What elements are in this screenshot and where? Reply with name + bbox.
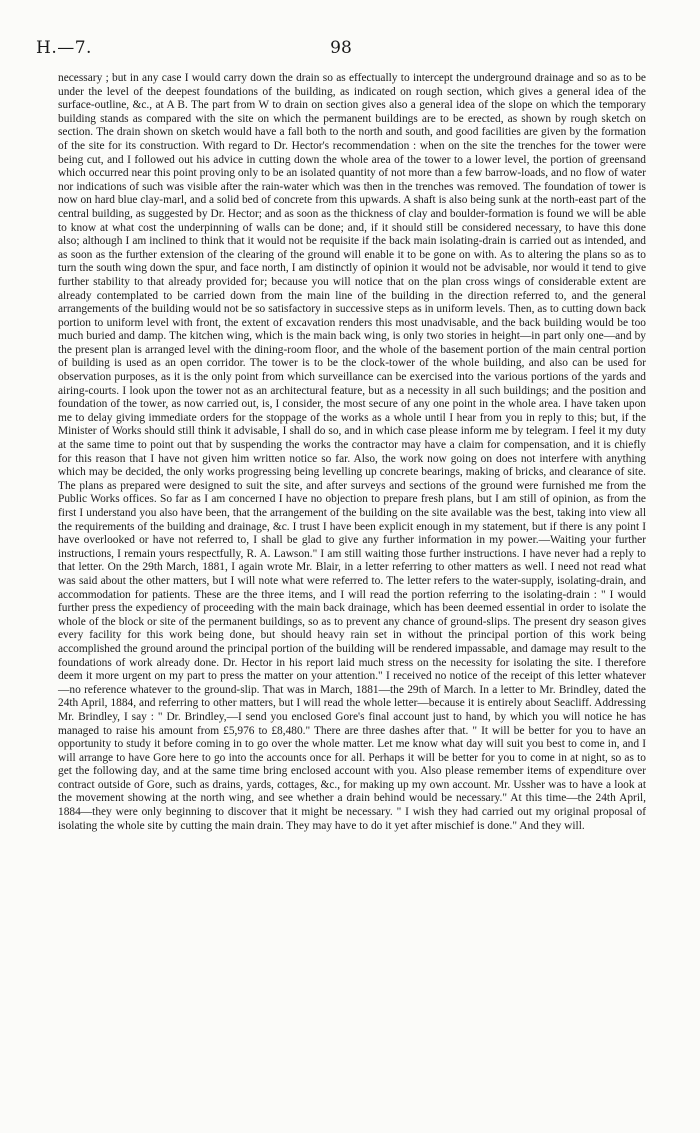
body-text (58, 72, 646, 833)
document-reference: H.—7. (36, 38, 92, 58)
page-header (36, 38, 646, 62)
body-paragraph: necessary ; but in any case I would carry down the drain so as effectually to intercept the underground drainage and so as to be under the level of the deepest foundations of the building, as indicated on rough section, which gives a general idea of the surface-outline, &c., at A B. The part from W to drain on section gives also a general idea of the slope on which the temporary building stands as compared with the site on which the permanent buildings are to be erected, as shown by rough sketch on section. The drain shown on sketch would have a fall both to the north and south, and good facilities are given by the formation of the site for its construction. With regard to Dr. Hector's recommendation : when on the site the trenches for the tower were being cut, and I followed out his advice in cutting down the whole area of the tower to a lower level, the portion of greensand which occurred near this point proving only to be an isolated quantity of not more than a few barrow-loads, and no flow of water nor indications of such was visible after the rain-water which was then in the trenches was removed. The foundation of tower is now on hard blue clay-marl, and a solid bed of concrete from this upwards. A shaft is also being sunk at the north-east part of the central building, as suggested by Dr. Hector; and as soon as the thickness of clay and boulder-formation is found we will be able to know at what cost the underpinning of walls can be done; and, if it should still be considered necessary, to have this done also; although I am inclined to think that it would not be requisite if the back main isolating-drain is carried out as intended, and as soon as the further extension of the clearing of the ground will enable it to be gone on with. As to altering the plans so as to turn the south wing down the spur, and face north, I am distinctly of opinion it would not be advisable, nor would it tend to give further stability to that already provided for; because you will notice that on the plan cross wings of considerable extent are already contemplated to be carried down from the main line of the building in the direction referred to, and the general arrangements of the building would not be so satisfactory in successive steps as in uniform levels. Then, as to cutting down back portion to uniform level with front, the extent of excavation renders this most unadvisable, and the back building would be too much buried and damp. The kitchen wing, which is the main back wing, is only two stories in height—in part only one—and by the present plan is arranged level with the dining-room floor, and the whole of the basement portion of the main central portion of building is used as an open corridor. The tower is to be the clock-tower of the whole building, and also can be used for observation purposes, as it is the only point from which surveillance can be exercised into the various portions of the yards and airing-courts. I look upon the tower not as an architectural feature, but as a necessity in all such buildings; and the position and foundation of the tower, as now carried out, is, I consider, the most secure of any one point in the whole area. I have taken upon me to delay giving immediate orders for the stoppage of the works as a whole until I hear from you in reply to this; but, if the Minister of Works should still think it advisable, I shall do so, and in which case please inform me by telegram. I feel it my duty at the same time to point out that by suspending the works the contractor may have a claim for compensation, and it is chiefly for this reason that I have not given him written notice so far. Also, the work now going on does not interfere with anything which may be decided, the only works progressing being levelling up concrete bearings, making of bricks, and clearance of site. The plans as prepared were designed to suit the site, and after surveys and sections of the ground were furnished me from the Public Works offices. So far as I am concerned I have no objection to prepare fresh plans, but I am still of opinion, as from the first I understand you also have been, that the arrangement of the building on the site available was the best, taking into view all the requirements of the building and drainage, &c. I trust I have been explicit enough in my statement, but if there is any point I have overlooked or have not referred to, I shall be glad to give any further information in my power.—Waiting your further instructions, I remain yours respectfully, R. A. Lawson." I am still waiting those further instructions. I have never had a reply to that letter. On the 29th March, 1881, I again wrote Mr. Blair, in a letter referring to other matters as well. I need not read what was said about the other matters, but I will note what were referred to. The letter refers to the water-supply, isolating-drain, and accommodation for patients. These are the three items, and I will read the portion referring to the isolating-drain : " I would further press the expediency of proceeding with the main back drainage, which has been deemed essential in order to isolate the whole of the block or site of the permanent buildings, so as to prevent any chance of ground-slips. The present dry season gives every facility for this work being done, but should heavy rain set in without the principal portion of this work being accomplished the ground around the principal portion of the building will be rendered impassable, and damage may result to the foundations of work already done. Dr. Hector in his report laid much stress on the necessity for isolating the site. I therefore deem it more urgent on my part to press the matter on your attention." I received no notice of the receipt of this letter whatever—no reference whatever to the ground-slip. That was in March, 1881—the 29th of March. In a letter to Mr. Brindley, dated the 24th April, 1884, and referring to other matters, but I will read the whole letter—because it is entirely about Seacliff. Addressing Mr. Brindley, I say : " Dr. Brindley,—I send you enclosed Gore's final account just to hand, by which you will notice he has managed to raise his amount from £5,976 to £8,480." There are three dashes after that. " It will be better for you to have an opportunity to study it before coming in to go over the whole matter. Let me know what day will suit you best to come in, and I will arrange to have Gore here to go into the accounts once for all. Perhaps it will be better for you to come in at night, so as to get the following day, and at the same time bring enclosed account with you. Also please remember items of expenditure over contract outside of Gore, such as drains, yards, cottages, &c., for making up my own account. Mr. Ussher was to have a look at the movement showing at the north wing, and see whether a drain behind would be necessary." At this time—the 24th April, 1884—they were only beginning to discover that it might be necessary. " I wish they had carried out my original proposal of isolating the whole site by cutting the main drain. They may have to do it yet after mischief is done." And they will. (58, 72, 646, 832)
page-number: 98 (330, 38, 352, 58)
